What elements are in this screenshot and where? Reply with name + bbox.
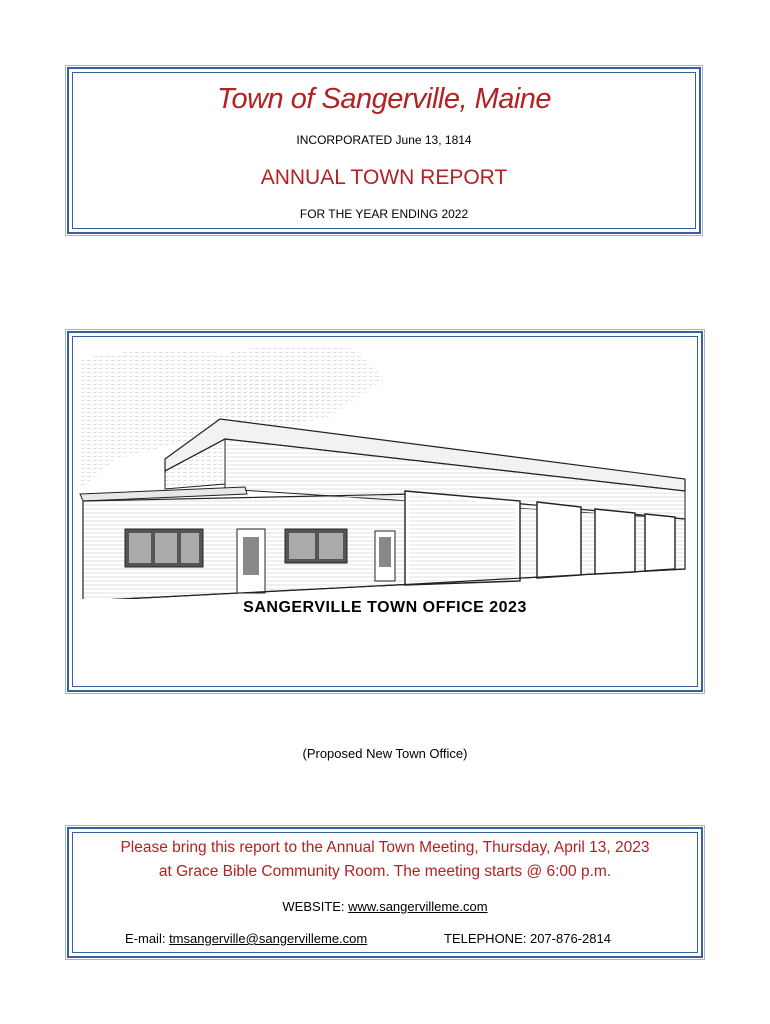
meeting-notice-line1: Please bring this report to the Annual Town Meeting, Thursday, April 13, 2023 [120, 839, 650, 856]
info-box [67, 827, 703, 958]
report-title: ANNUAL TOWN REPORT [260, 166, 508, 189]
telephone: TELEPHONE: 207-876-2814 [444, 931, 611, 946]
website-label: WEBSITE: [282, 899, 349, 914]
email-label: E-mail: [125, 931, 170, 946]
town-title: Town of Sangerville, Maine [216, 83, 552, 115]
website-line [69, 899, 701, 914]
year-ending: FOR THE YEAR ENDING 2022 [299, 207, 469, 221]
town-office-drawing [75, 339, 695, 599]
header-box [67, 67, 701, 234]
website-link[interactable]: www.sangervilleme.com [348, 899, 488, 914]
garage-door-2 [537, 502, 581, 578]
incorporated-date: INCORPORATED June 13, 1814 [296, 133, 472, 147]
illustration-box [67, 331, 703, 692]
email-link[interactable]: tmsangerville@sangervilleme.com [169, 931, 368, 946]
meeting-notice-line2: at Grace Bible Community Room. The meeting starts @ 6:00 p.m. [158, 863, 612, 880]
email-group [125, 931, 367, 946]
garage-door-3 [595, 509, 635, 574]
proposed-note: (Proposed New Town Office) [302, 746, 468, 761]
office-caption: SANGERVILLE TOWN OFFICE 2023 [243, 599, 527, 616]
garage-door-4 [645, 514, 675, 571]
